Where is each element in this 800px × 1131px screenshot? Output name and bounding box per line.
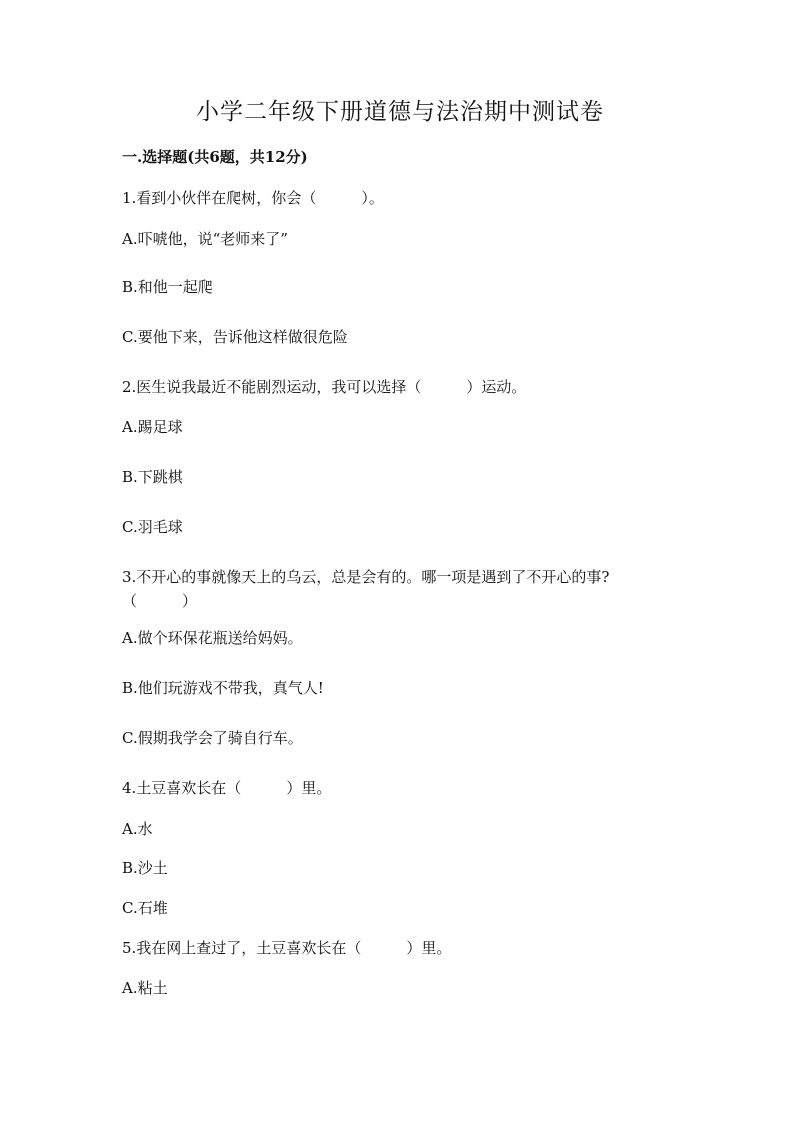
- question-4-option-b: B.沙土: [122, 859, 168, 877]
- section-heading: 一.选择题(共6题，共12分): [122, 148, 308, 166]
- page-title: 小学二年级下册道德与法治期中测试卷: [196, 99, 604, 125]
- question-1-option-c: C.要他下来，告诉他这样做很危险: [122, 328, 348, 346]
- question-4-option-a: A.水: [122, 820, 153, 838]
- question-1-option-b: B.和他一起爬: [122, 278, 213, 296]
- question-3-option-b: B.他们玩游戏不带我，真气人!: [122, 679, 324, 697]
- question-3-option-c: C.假期我学会了骑自行车。: [122, 729, 303, 747]
- question-2-option-a: A.踢足球: [122, 418, 183, 436]
- question-2-option-b: B.下跳棋: [122, 468, 183, 486]
- question-1-stem: 1.看到小伙伴在爬树，你会（ ）。: [122, 189, 384, 207]
- question-3-stem: 3.不开心的事就像天上的乌云，总是会有的。哪一项是遇到了不开心的事?（ ）: [122, 568, 610, 610]
- question-2-stem: 2.医生说我最近不能剧烈运动，我可以选择（ ）运动。: [122, 378, 527, 396]
- question-4-option-c: C.石堆: [122, 899, 168, 917]
- question-5-option-a: A.粘土: [122, 979, 168, 997]
- question-5-stem: 5.我在网上查过了，土豆喜欢长在（ ）里。: [122, 939, 452, 957]
- question-1-option-a: A.吓唬他，说“老师来了”: [122, 230, 288, 248]
- question-2-option-c: C.羽毛球: [122, 518, 183, 536]
- question-4-stem: 4.土豆喜欢长在（ ）里。: [122, 779, 332, 797]
- question-3-option-a: A.做个环保花瓶送给妈妈。: [122, 629, 303, 647]
